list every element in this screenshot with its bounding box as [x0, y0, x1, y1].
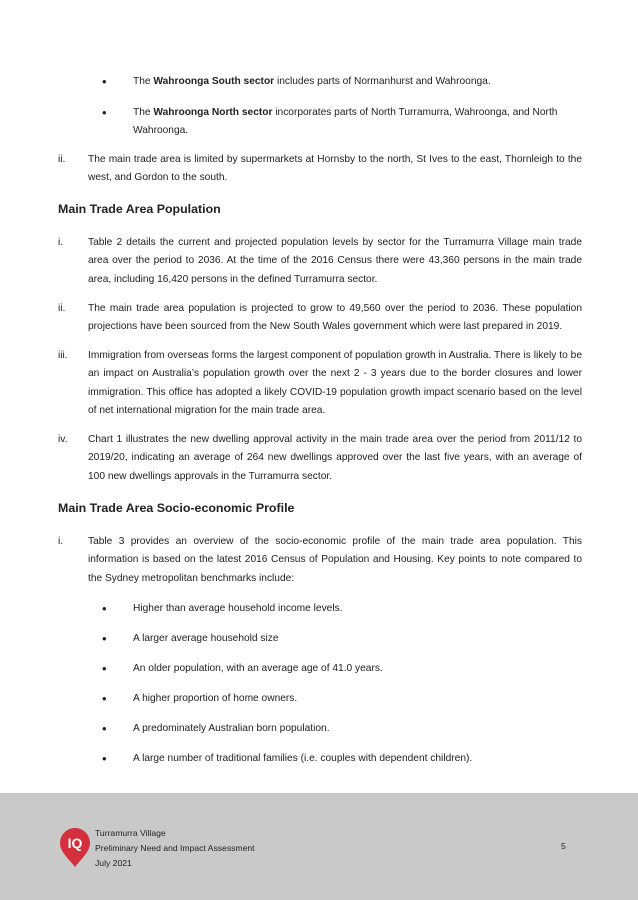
bullet-bold-term: Wahroonga South sector	[153, 76, 275, 87]
logo-text: IQ	[67, 835, 83, 851]
bullet-dot	[102, 600, 110, 620]
footer-project-name: Turramurra Village	[95, 828, 166, 838]
iq-logo-icon	[59, 828, 91, 868]
bullet-text: A large number of traditional families (i.e. couples with dependent children).	[133, 753, 473, 764]
page-number: 5	[561, 841, 566, 851]
item-text: Table 3 provides an overview of the socio-economic profile of the main trade area population. This information is based on the latest 2016 Census of Population and Housing. Key points to note compared to the Sydney metropolitan benchmarks include:	[88, 536, 582, 584]
bullet-dot	[102, 73, 110, 93]
bullet-dot	[102, 720, 110, 740]
section-heading: Main Trade Area Population	[58, 202, 221, 216]
footer-date: July 2021	[95, 858, 132, 868]
item-text: The main trade area population is projected to grow to 49,560 over the period to 2036. These population projections have been sourced from the New South Wales government which were last prepared in 2019.	[88, 303, 582, 333]
bullet-dot	[102, 630, 110, 650]
section-heading: Main Trade Area Socio-economic Profile	[58, 501, 295, 515]
bullet-text: A higher proportion of home owners.	[133, 693, 298, 704]
item-number: ii.	[58, 303, 66, 314]
bullet-text: A larger average household size	[133, 633, 279, 644]
item-number: ii.	[58, 154, 66, 165]
bullet-text: An older population, with an average age of 41.0 years.	[133, 663, 383, 674]
item-text: The main trade area is limited by supermarkets at Hornsby to the north, St Ives to the east, Thornleigh to the west, and Gordon to the south.	[88, 154, 582, 184]
item-number: iii.	[58, 350, 68, 361]
bullet-dot	[102, 104, 110, 124]
item-text: Table 2 details the current and projected population levels by sector for the Turramurra Village main trade area over the period to 2036. At the time of the 2016 Census there were 43,360 persons in the main trade area, including 16,420 persons in the defined Turramurra sector.	[88, 237, 582, 285]
item-number: i.	[58, 237, 64, 248]
item-number: iv.	[58, 434, 68, 445]
bullet-text: The Wahroonga North sector incorporates parts of North Turramurra, Wahroonga, and North Wahroonga.	[133, 107, 558, 137]
bullet-text: The Wahroonga South sector includes parts of Normanhurst and Wahroonga.	[133, 76, 491, 87]
bullet-bold-term: Wahroonga North sector	[153, 107, 273, 118]
bullet-dot	[102, 690, 110, 710]
footer-report-title: Preliminary Need and Impact Assessment	[95, 843, 255, 853]
bullet-text: A predominately Australian born population.	[133, 723, 330, 734]
item-text: Chart 1 illustrates the new dwelling approval activity in the main trade area over the period from 2011/12 to 2019/20, indicating an average of 264 new dwellings approved over the last five years, with an average of 100 new dwellings approvals in the Turramurra sector.	[88, 434, 582, 482]
bullet-text: Higher than average household income levels.	[133, 603, 343, 614]
footer-info	[95, 826, 255, 871]
bullet-dot	[102, 750, 110, 770]
page-footer	[0, 793, 638, 900]
bullet-dot	[102, 660, 110, 680]
item-number: i.	[58, 536, 64, 547]
item-text: Immigration from overseas forms the largest component of population growth in Australia. There is likely to be an impact on Australia’s population growth over the next 2 - 3 years due to the border closures and lower immigration. This office has adopted a likely COVID-19 population growth impact scenario based on the level of net international migration for the main trade area.	[88, 350, 582, 417]
